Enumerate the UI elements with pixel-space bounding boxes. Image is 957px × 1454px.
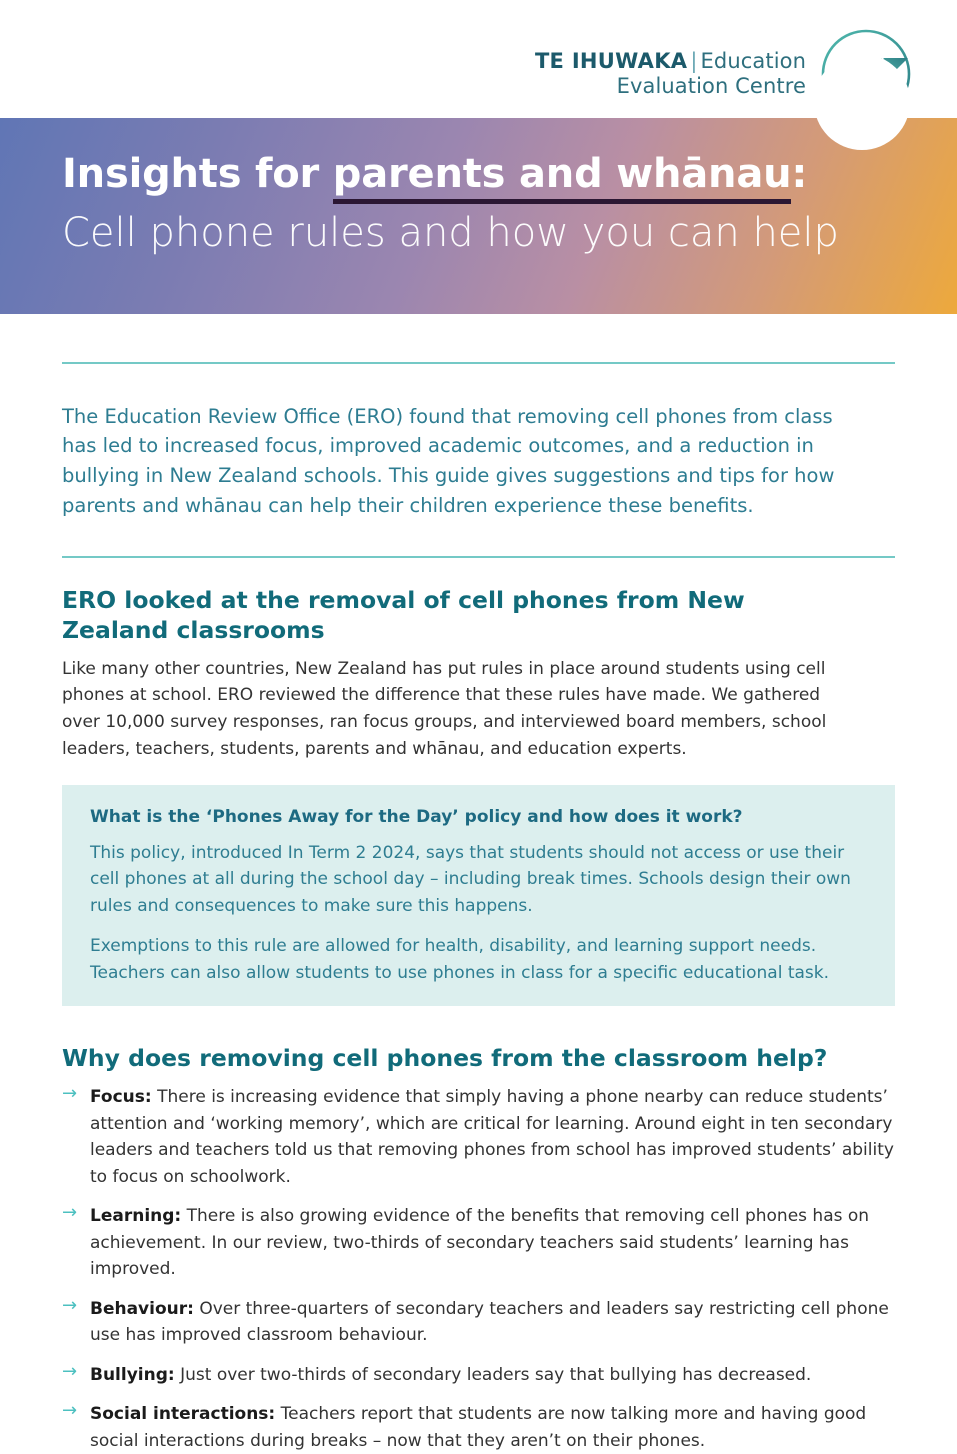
page-subtitle: Cell phone rules and how you can help — [62, 209, 839, 256]
arrow-right-icon: → — [62, 1202, 78, 1224]
list-item-text: Over three-quarters of secondary teachers and leaders say restricting cell phone use has improved classroom behaviour. — [90, 1298, 889, 1346]
policy-callout-box — [62, 785, 895, 1006]
brand-name-line1: Education — [700, 49, 806, 74]
brand-text — [535, 49, 806, 99]
divider-bottom — [62, 556, 895, 558]
benefits-list — [62, 1084, 895, 1454]
page-title-emphasis: parents and whānau — [332, 151, 792, 197]
section-heading-why-removing: Why does removing cell phones from the classroom help? — [62, 1044, 828, 1073]
page-title-prefix: Insights for — [62, 151, 333, 197]
page-content — [0, 362, 957, 1454]
arrow-right-icon: → — [62, 1360, 78, 1382]
page-banner — [0, 118, 957, 314]
brand-name-line2: Evaluation Centre — [616, 74, 806, 98]
page-title-suffix: : — [791, 151, 808, 197]
arrow-right-icon: → — [62, 1294, 78, 1316]
intro-paragraph: The Education Review Office (ERO) found that removing cell phones from class has led to increased focus, improved academic outcomes, and a reduction in bullying in New Zealand schools. This guide gives suggestions and tips for how parents and whānau can help their children experience these benefits. — [62, 404, 835, 517]
list-item-label: Learning: — [90, 1206, 182, 1227]
list-item-text: Just over two-thirds of secondary leaders say that bullying has decreased. — [174, 1364, 812, 1385]
list-item-text: Teachers report that students are now talking more and having good social interactions during breaks – now that they aren’t on their phones. — [90, 1404, 867, 1451]
page-title — [62, 152, 839, 197]
list-item-text: There is also growing evidence of the benefits that removing cell phones has on achievement. In our review, two-thirds of secondary teachers said students’ learning has improved. — [90, 1206, 870, 1280]
callout-question: What is the ‘Phones Away for the Day’ policy and how does it work? — [90, 806, 743, 827]
callout-paragraph-2: Exemptions to this rule are allowed for health, disability, and learning support needs. Teachers can also allow students to use phones in class for a specific educational task. — [90, 936, 830, 983]
arrow-right-icon: → — [62, 1400, 78, 1422]
divider-top — [62, 362, 895, 364]
list-item — [62, 1401, 895, 1454]
list-item — [62, 1203, 895, 1283]
brand-divider: | — [690, 49, 698, 74]
list-item-label: Social interactions: — [90, 1404, 276, 1425]
arrow-right-icon: → — [62, 1083, 78, 1105]
list-item-label: Bullying: — [90, 1364, 175, 1385]
section1-paragraph: Like many other countries, New Zealand has put rules in place around students using cell phones at school. ERO reviewed the difference that these rules have made. We gathered over 10,000 survey responses, ran focus groups, and interviewed board members, school leaders, teachers, students, parents and whānau, and education experts. — [62, 658, 827, 760]
logo-notch — [814, 54, 910, 150]
brand-name-maori: TE IHUWAKA — [534, 49, 688, 74]
list-item-label: Behaviour: — [90, 1298, 194, 1319]
list-item-label: Focus: — [90, 1087, 152, 1108]
list-item — [62, 1084, 895, 1190]
section-heading-ero-looked: ERO looked at the removal of cell phones from New Zealand classrooms — [62, 586, 745, 644]
callout-paragraph-1: This policy, introduced In Term 2 2024, says that students should not access or use their cell phones at all during the school day – including break times. Schools design their own rules and consequences to make sure this happens. — [90, 842, 851, 916]
list-item — [62, 1362, 895, 1389]
list-item-text: There is increasing evidence that simply having a phone nearby can reduce students’ attention and ‘working memory’, which are critical for learning. Around eight in ten secondary leaders and teachers told us that removing phones from school has improved students’ ability to focus on schoolwork. — [90, 1087, 894, 1187]
list-item — [62, 1296, 895, 1349]
